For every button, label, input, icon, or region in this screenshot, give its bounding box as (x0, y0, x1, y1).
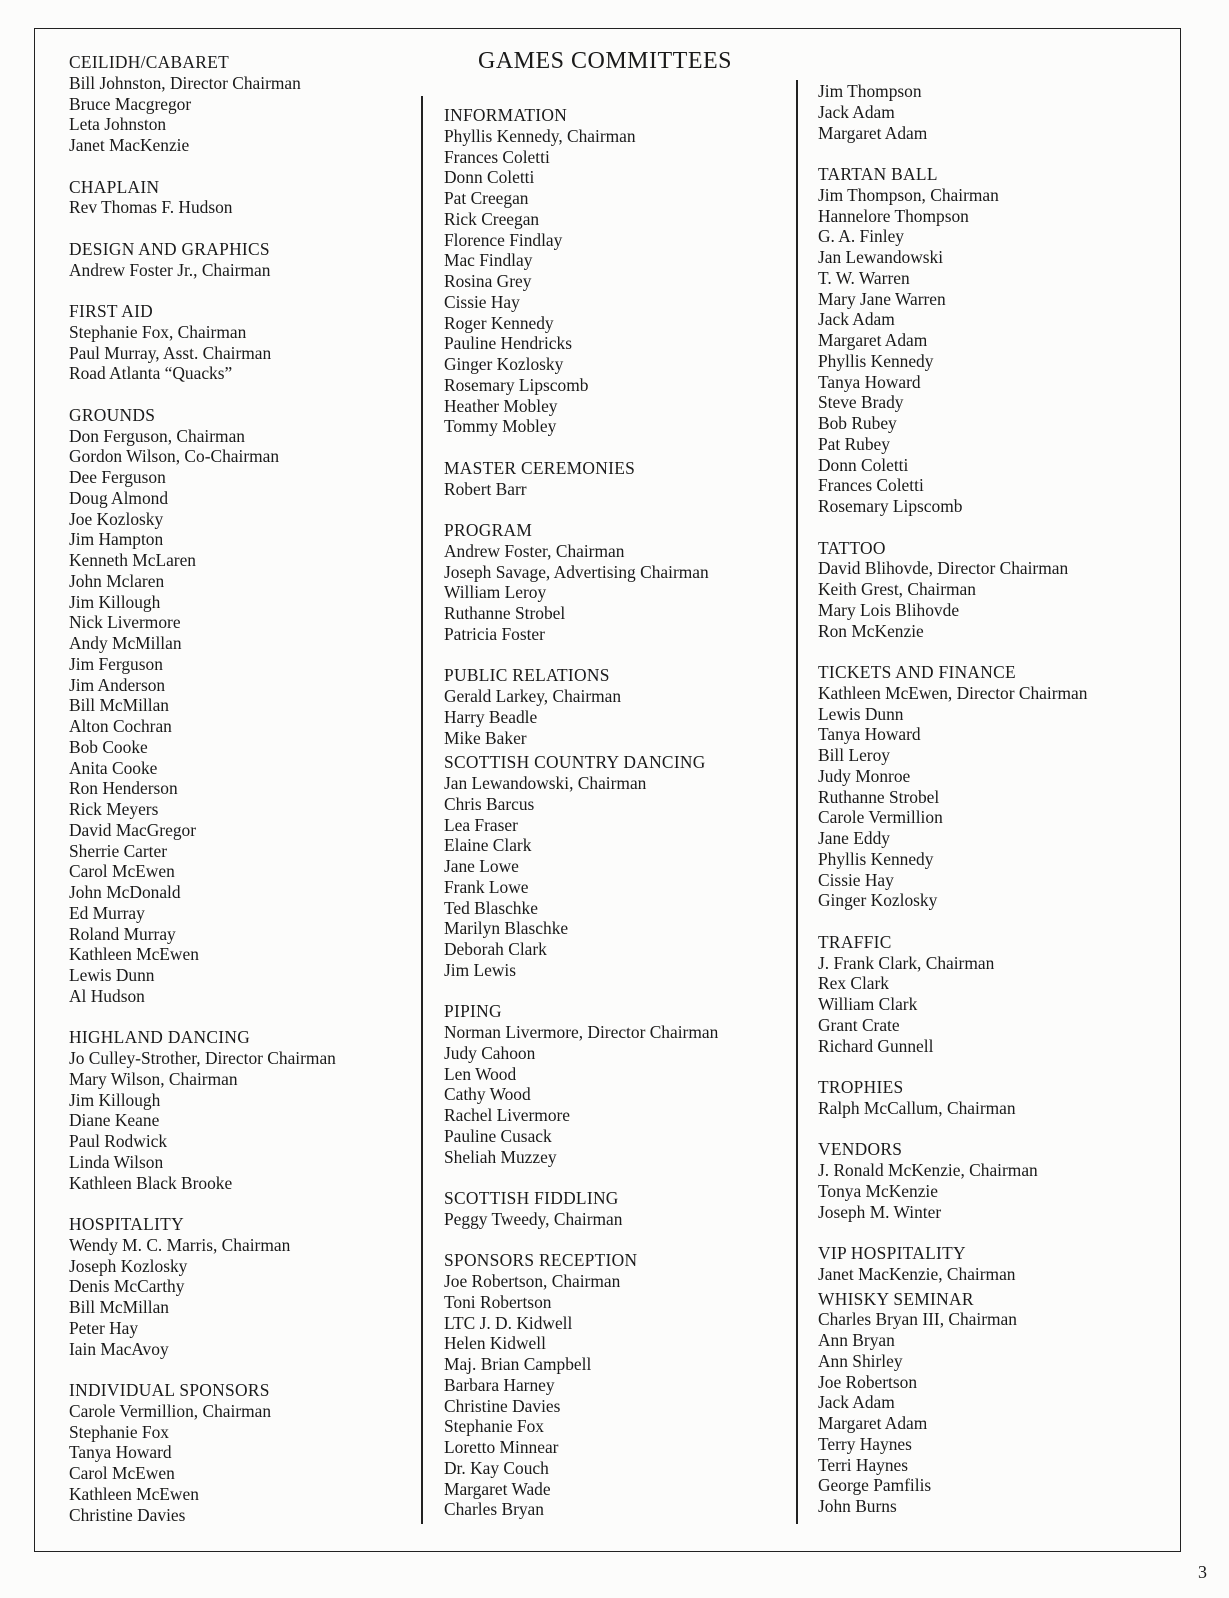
committee-member: Cissie Hay (818, 869, 894, 890)
committee-member: Ron Henderson (69, 778, 178, 799)
committee-member: Jane Eddy (818, 828, 890, 848)
committee-member: Andrew Foster Jr., Chairman (69, 259, 271, 280)
committee-member: David Blihovde, Director Chairman (818, 558, 1069, 579)
committee-member: Donn Coletti (444, 167, 535, 188)
committee-member: Carol McEwen (69, 1463, 175, 1483)
committee-member: J. Ronald McKenzie, Chairman (818, 1160, 1038, 1180)
committee-member: Loretto Minnear (444, 1437, 559, 1457)
committee-member: Robert Barr (444, 478, 527, 499)
committee-section (444, 1188, 789, 1230)
committee-member: Pat Rubey (818, 433, 890, 454)
committee-member: Rick Meyers (69, 799, 159, 819)
committee-member: Bruce Macgregor (69, 93, 192, 114)
committee-member: George Pamfilis (818, 1475, 932, 1496)
committee-member: Kathleen McEwen (69, 1483, 199, 1504)
committee-member: Mike Baker (444, 727, 527, 748)
page-title: GAMES COMMITTEES (477, 48, 732, 74)
committee-section (818, 81, 1173, 143)
committee-member: Tanya Howard (818, 371, 921, 392)
committee-member: Bob Cooke (69, 736, 148, 757)
committee-member: Jane Lowe (444, 856, 519, 876)
committee-heading: PIPING (444, 1001, 502, 1022)
committee-member: Joe Robertson (818, 1371, 918, 1392)
committee-member: Andrew Foster, Chairman (444, 540, 625, 561)
committee-member: Ann Bryan (818, 1330, 895, 1350)
committee-section (818, 164, 1173, 517)
committee-heading: INFORMATION (444, 105, 568, 125)
committee-heading: VIP HOSPITALITY (818, 1243, 966, 1263)
committee-member: Judy Monroe (818, 765, 911, 786)
committee-member: Frank Lowe (444, 876, 529, 897)
committee-member: Marilyn Blaschke (444, 918, 569, 939)
committee-member: David MacGregor (69, 819, 196, 840)
committee-member: Paul Rodwick (69, 1131, 168, 1151)
committee-member: Sherrie Carter (69, 840, 168, 861)
committee-member: Jack Adam (818, 309, 895, 330)
committee-member: Chris Barcus (444, 793, 535, 814)
committee-heading: CEILIDH/CABARET (69, 52, 230, 72)
committee-member: Roger Kennedy (444, 312, 554, 333)
committee-member: Gordon Wilson, Co-Chairman (69, 446, 280, 467)
committee-heading: TARTAN BALL (818, 164, 938, 184)
committee-member: Dee Ferguson (69, 467, 166, 487)
committee-member: G. A. Finley (818, 226, 904, 247)
committee-heading: FIRST AID (69, 301, 154, 321)
committee-member: Christine Davies (444, 1395, 561, 1416)
committee-member: Linda Wilson (69, 1151, 164, 1172)
committee-member: Donn Coletti (818, 454, 909, 475)
committee-section (818, 538, 1173, 642)
committee-member: LTC J. D. Kidwell (444, 1312, 573, 1333)
committee-member: Tommy Mobley (444, 416, 557, 437)
committee-member: Peggy Tweedy, Chairman (444, 1208, 623, 1229)
committee-member: Mary Lois Blihovde (818, 599, 960, 620)
committee-heading: VENDORS (818, 1139, 903, 1160)
committee-member: Kathleen McEwen (69, 944, 199, 965)
committee-member: Rick Creegan (444, 208, 540, 229)
committee-heading: PUBLIC RELATIONS (444, 665, 610, 686)
committee-member: Bob Rubey (818, 413, 897, 433)
committee-member: Phyllis Kennedy (818, 848, 934, 869)
committee-section (69, 1380, 414, 1525)
committee-member: Bill McMillan (69, 1297, 169, 1317)
committee-member: Denis McCarthy (69, 1276, 185, 1297)
committee-member: Norman Livermore, Director Chairman (444, 1022, 719, 1042)
committee-section (69, 177, 414, 219)
committee-member: Steve Brady (818, 392, 904, 413)
committee-member: Margaret Adam (818, 122, 928, 143)
committee-member: Kathleen McEwen, Director Chairman (818, 682, 1088, 703)
committee-member: Kenneth McLaren (69, 550, 196, 570)
committee-column-2 (444, 105, 789, 1541)
page-number: 3 (1198, 1562, 1207, 1582)
committee-member: Stephanie Fox (69, 1421, 169, 1442)
committee-member: Mac Findlay (444, 250, 533, 271)
committee-member: Toni Robertson (444, 1291, 552, 1312)
committee-section (69, 405, 414, 1007)
committee-member: Diane Keane (69, 1110, 160, 1131)
committee-member: Patricia Foster (444, 623, 545, 644)
committee-heading: SCOTTISH FIDDLING (444, 1188, 619, 1208)
committee-member: Rosemary Lipscomb (818, 496, 963, 516)
committee-section (818, 1243, 1173, 1285)
committee-heading: TROPHIES (818, 1077, 904, 1097)
committee-member: Bill McMillan (69, 695, 169, 716)
committee-member: Cathy Wood (444, 1084, 531, 1105)
committee-member: John Mclaren (69, 570, 165, 591)
committee-section (444, 1250, 789, 1520)
committee-member: Ron McKenzie (818, 620, 924, 641)
committee-member: Cissie Hay (444, 291, 520, 312)
committee-member: Ginger Kozlosky (444, 354, 564, 374)
committee-member: Jan Lewandowski (818, 247, 944, 267)
committee-member: Al Hudson (69, 985, 145, 1006)
committee-heading: SPONSORS RECEPTION (444, 1250, 638, 1271)
committee-member: Wendy M. C. Marris, Chairman (69, 1234, 291, 1255)
committee-heading: TICKETS AND FINANCE (818, 662, 1016, 682)
committee-section (69, 1027, 414, 1193)
committee-member: Jim Hampton (69, 529, 164, 550)
committee-member: Margaret Adam (818, 330, 928, 350)
committee-section (69, 1214, 414, 1359)
committee-member: Leta Johnston (69, 114, 167, 135)
committee-member: Jim Killough (69, 1089, 161, 1110)
committee-member: Pauline Hendricks (444, 333, 572, 354)
committee-member: Carole Vermillion (818, 807, 943, 828)
committee-member: Phyllis Kennedy, Chairman (444, 125, 636, 146)
committee-heading: INDIVIDUAL SPONSORS (69, 1380, 270, 1400)
committee-member: Iain MacAvoy (69, 1338, 169, 1359)
committee-member: Christine Davies (69, 1504, 186, 1525)
committee-member: Florence Findlay (444, 229, 563, 250)
committee-member: Janet MacKenzie (69, 135, 190, 155)
committee-member: William Clark (818, 994, 918, 1014)
committee-member: Anita Cooke (69, 757, 158, 778)
committee-member: Carole Vermillion, Chairman (69, 1400, 272, 1421)
committee-member: Lea Fraser (444, 814, 518, 835)
committee-member: John Burns (818, 1496, 897, 1516)
committee-member: Gerald Larkey, Chairman (444, 686, 622, 706)
committee-member: Peter Hay (69, 1317, 139, 1338)
committee-member: Rosemary Lipscomb (444, 374, 589, 395)
committee-section (444, 665, 789, 748)
committee-member: Roland Murray (69, 923, 176, 944)
committee-heading: TATTOO (818, 537, 886, 558)
committee-member: Harry Beadle (444, 706, 538, 727)
committee-member: Joseph Kozlosky (69, 1255, 188, 1276)
committee-member: J. Frank Clark, Chairman (818, 952, 995, 973)
committee-member: Barbara Harney (444, 1374, 555, 1395)
committee-member: Pat Creegan (444, 188, 529, 208)
committee-member: Ed Murray (69, 902, 145, 923)
committee-member: Rev Thomas F. Hudson (69, 197, 233, 218)
committee-member: Deborah Clark (444, 939, 547, 959)
committee-member: Lewis Dunn (818, 703, 904, 724)
committee-member: T. W. Warren (818, 267, 910, 288)
committee-member: Jim Thompson, Chairman (818, 184, 999, 205)
committee-section (444, 1001, 789, 1167)
committee-member: Rachel Livermore (444, 1105, 571, 1125)
committee-member: Charles Bryan III, Chairman (818, 1309, 1017, 1330)
committee-member: Mary Jane Warren (818, 288, 946, 309)
committee-member: Ruthanne Strobel (818, 786, 940, 807)
committee-member: Stephanie Fox (444, 1416, 544, 1437)
committee-column-1 (69, 52, 414, 1546)
committee-member: Tanya Howard (69, 1442, 172, 1463)
committee-member: Jim Killough (69, 591, 161, 612)
committee-heading: GROUNDS (69, 404, 156, 425)
committee-member: Joe Kozlosky (69, 508, 164, 529)
committee-heading: HIGHLAND DANCING (69, 1027, 251, 1048)
committee-member: Terry Haynes (818, 1433, 912, 1454)
committee-member: Tanya Howard (818, 724, 921, 745)
committee-member: Rex Clark (818, 973, 889, 994)
committee-member: Jack Adam (818, 101, 895, 122)
committee-section (69, 239, 414, 281)
committee-section (444, 520, 789, 645)
committee-member: Jan Lewandowski, Chairman (444, 773, 647, 793)
committee-section (818, 1289, 1173, 1517)
committee-member: Jim Ferguson (69, 653, 163, 674)
committee-member: Andy McMillan (69, 633, 182, 653)
committee-member: Hannelore Thompson (818, 205, 969, 226)
committee-member: Kathleen Black Brooke (69, 1172, 233, 1193)
committee-member: Jo Culley-Strother, Director Chairman (69, 1048, 336, 1068)
committee-column-3 (818, 81, 1173, 1538)
committee-member: Road Atlanta “Quacks” (69, 363, 233, 384)
committee-member: Heather Mobley (444, 395, 558, 416)
committee-member: Tonya McKenzie (818, 1180, 938, 1201)
committee-heading: DESIGN AND GRAPHICS (69, 238, 270, 259)
committee-section (818, 1139, 1173, 1222)
committee-heading: HOSPITALITY (69, 1214, 184, 1234)
committee-member: Rosina Grey (444, 271, 532, 291)
committee-heading: CHAPLAIN (69, 176, 160, 197)
committee-member: Phyllis Kennedy (818, 350, 934, 371)
committee-member: Jim Lewis (444, 959, 516, 980)
committee-section (69, 52, 414, 156)
committee-member: Bill Johnston, Director Chairman (69, 72, 301, 93)
committee-member: Keith Grest, Chairman (818, 579, 976, 599)
committee-member: Ralph McCallum, Chairman (818, 1097, 1016, 1118)
committee-member: Joe Robertson, Chairman (444, 1271, 621, 1291)
column-divider-right (796, 80, 798, 1524)
committee-member: Carol McEwen (69, 861, 175, 882)
committee-member: Mary Wilson, Chairman (69, 1068, 238, 1089)
committee-member: Pauline Cusack (444, 1125, 552, 1146)
committee-section (444, 458, 789, 500)
committee-member: Len Wood (444, 1063, 517, 1084)
committee-member: Grant Crate (818, 1014, 900, 1035)
committee-member: Alton Cochran (69, 716, 172, 736)
committee-member: Helen Kidwell (444, 1333, 546, 1354)
committee-member: Charles Bryan (444, 1499, 544, 1520)
committee-heading: MASTER CEREMONIES (444, 457, 636, 478)
committee-section (69, 301, 414, 384)
committee-member: William Leroy (444, 582, 547, 603)
committee-member: Ruthanne Strobel (444, 603, 566, 623)
committee-member: Joseph M. Winter (818, 1201, 942, 1222)
committee-member: Nick Livermore (69, 612, 181, 633)
committee-member: Jack Adam (818, 1392, 895, 1413)
committee-member: Frances Coletti (444, 146, 550, 167)
committee-member: John McDonald (69, 882, 181, 902)
committee-member: Frances Coletti (818, 475, 924, 496)
committee-member: Maj. Brian Campbell (444, 1354, 592, 1374)
committee-section (444, 105, 789, 437)
committee-member: Elaine Clark (444, 835, 532, 856)
committee-member: Margaret Adam (818, 1413, 928, 1433)
committee-section (818, 662, 1173, 911)
committee-section (818, 932, 1173, 1057)
committee-member: Richard Gunnell (818, 1035, 934, 1056)
committee-member: Paul Murray, Asst. Chairman (69, 342, 272, 363)
committee-member: Jim Thompson (818, 81, 922, 101)
committee-member: Ann Shirley (818, 1350, 903, 1371)
committee-heading: TRAFFIC (818, 931, 892, 952)
committee-heading: PROGRAM (444, 520, 533, 540)
committee-member: Bill Leroy (818, 745, 890, 765)
committee-member: Stephanie Fox, Chairman (69, 321, 247, 342)
committee-member: Margaret Wade (444, 1478, 551, 1499)
committee-heading: WHISKY SEMINAR (818, 1288, 974, 1309)
committee-member: Joseph Savage, Advertising Chairman (444, 561, 709, 582)
committee-member: Judy Cahoon (444, 1042, 536, 1063)
committee-section (444, 752, 789, 980)
committee-member: Janet MacKenzie, Chairman (818, 1263, 1016, 1284)
committee-member: Jim Anderson (69, 674, 166, 695)
committee-member: Terri Haynes (818, 1454, 909, 1475)
committee-member: Ginger Kozlosky (818, 890, 938, 911)
committee-member: Sheliah Muzzey (444, 1146, 557, 1167)
committee-heading: SCOTTISH COUNTRY DANCING (444, 752, 706, 773)
committee-member: Doug Almond (69, 487, 169, 508)
committee-member: Don Ferguson, Chairman (69, 425, 245, 446)
column-divider-left (421, 96, 423, 1524)
committee-member: Dr. Kay Couch (444, 1457, 549, 1478)
committee-member: Ted Blaschke (444, 897, 538, 918)
committee-section (818, 1077, 1173, 1119)
committee-member: Lewis Dunn (69, 965, 155, 985)
